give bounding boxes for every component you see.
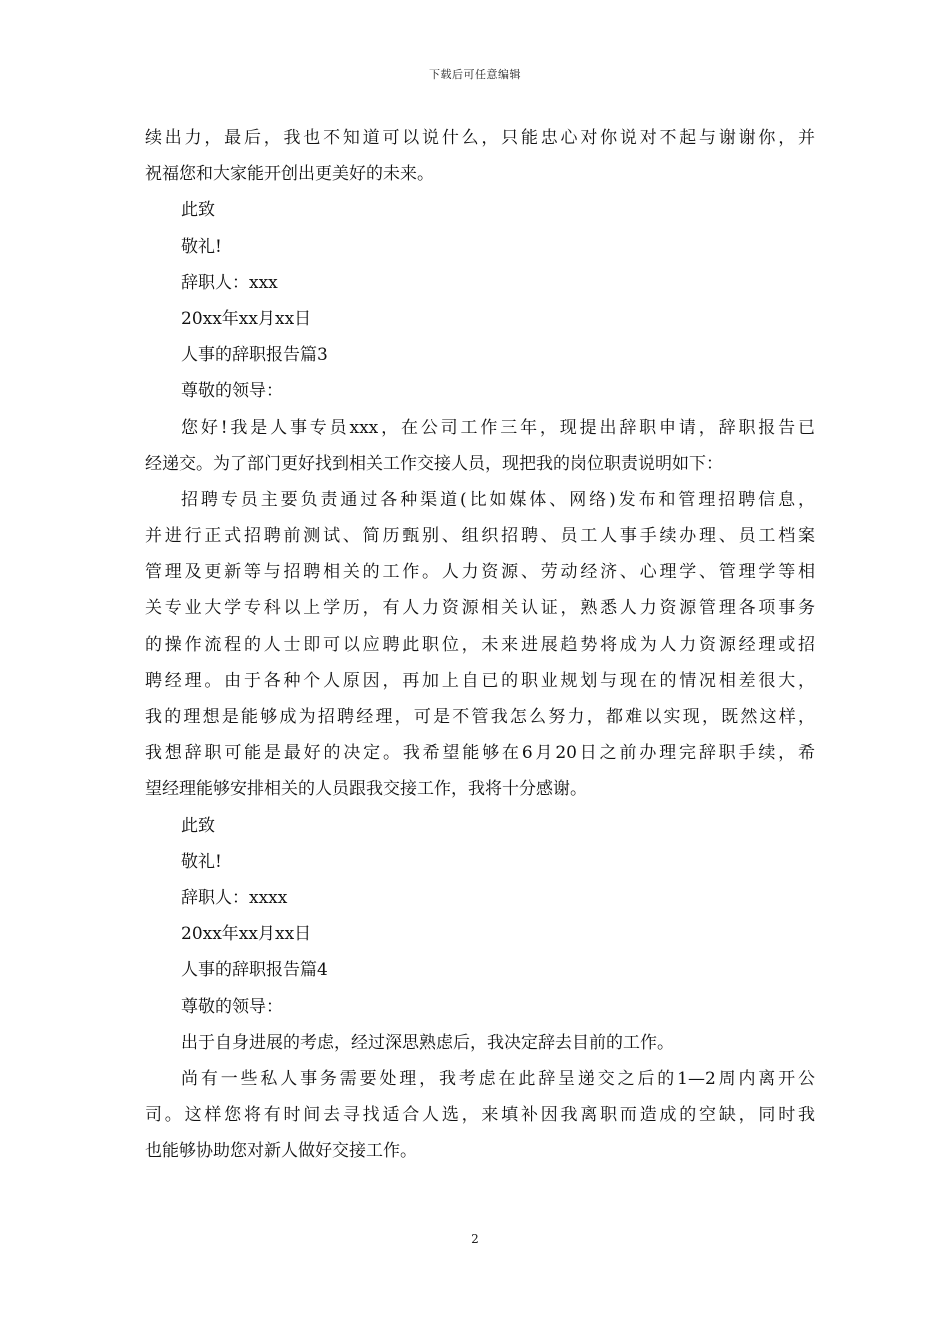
text-line: 人事的辞职报告篇3 xyxy=(181,345,328,366)
text-line: 20xx年xx月xx日 xyxy=(181,308,312,329)
text-line: 敬礼! xyxy=(181,236,222,257)
text-line: 辞职人：xxxx xyxy=(181,887,288,908)
text-line: 您好!我是人事专员xxx，在公司工作三年，现提出辞职申请，辞职报告已 xyxy=(181,417,815,438)
text-line: 招聘专员主要负责通过各种渠道(比如媒体、网络)发布和管理招聘信息， xyxy=(181,489,815,510)
text-line: 聘经理。由于各种个人原因，再加上自已的职业规划与现在的情况相差很大， xyxy=(145,670,815,691)
text-line: 并进行正式招聘前测试、简历甄别、组织招聘、员工人事手续办理、员工档案 xyxy=(145,526,815,547)
text-line: 尚有一些私人事务需要处理，我考虑在此辞呈递交之后的1—2周内离开公 xyxy=(181,1068,815,1089)
text-line: 出于自身进展的考虑，经过深思熟虑后，我决定辞去目前的工作。 xyxy=(181,1032,674,1053)
text-line: 尊敬的领导： xyxy=(181,996,283,1017)
text-line: 管理及更新等与招聘相关的工作。人力资源、劳动经济、心理学、管理学等相 xyxy=(145,562,815,583)
page-number: 2 xyxy=(471,1232,479,1246)
text-line: 关专业大学专科以上学历，有人力资源相关认证，熟悉人力资源管理各项事务 xyxy=(145,598,815,619)
page-header: 下载后可任意编辑 xyxy=(429,68,521,81)
text-line: 敬礼! xyxy=(181,851,222,872)
text-line: 望经理能够安排相关的人员跟我交接工作，我将十分感谢。 xyxy=(145,779,587,800)
text-line: 此致 xyxy=(181,815,215,836)
text-line: 我的理想是能够成为招聘经理，可是不管我怎么努力，都难以实现，既然这样， xyxy=(145,707,815,727)
text-line: 我想辞职可能是最好的决定。我希望能够在6月20日之前办理完辞职手续，希 xyxy=(145,743,815,764)
text-line: 辞职人：xxx xyxy=(181,272,278,293)
text-line: 也能够协助您对新人做好交接工作。 xyxy=(145,1141,417,1162)
text-line: 尊敬的领导： xyxy=(181,381,283,402)
text-line: 此致 xyxy=(181,200,215,221)
text-line: 续出力，最后，我也不知道可以说什么，只能忠心对你说对不起与谢谢你，并 xyxy=(145,128,815,148)
text-line: 经递交。为了部门更好找到相关工作交接人员，现把我的岗位职责说明如下： xyxy=(145,453,723,474)
text-line: 司。这样您将有时间去寻找适合人选，来填补因我离职而造成的空缺，同时我 xyxy=(145,1105,815,1126)
text-line: 人事的辞职报告篇4 xyxy=(181,960,328,981)
text-line: 的操作流程的人士即可以应聘此职位，未来进展趋势将成为人力资源经理或招 xyxy=(145,634,815,655)
document-body xyxy=(145,120,815,1169)
text-line: 祝福您和大家能开创出更美好的未来。 xyxy=(145,164,434,185)
text-line: 20xx年xx月xx日 xyxy=(181,924,312,945)
